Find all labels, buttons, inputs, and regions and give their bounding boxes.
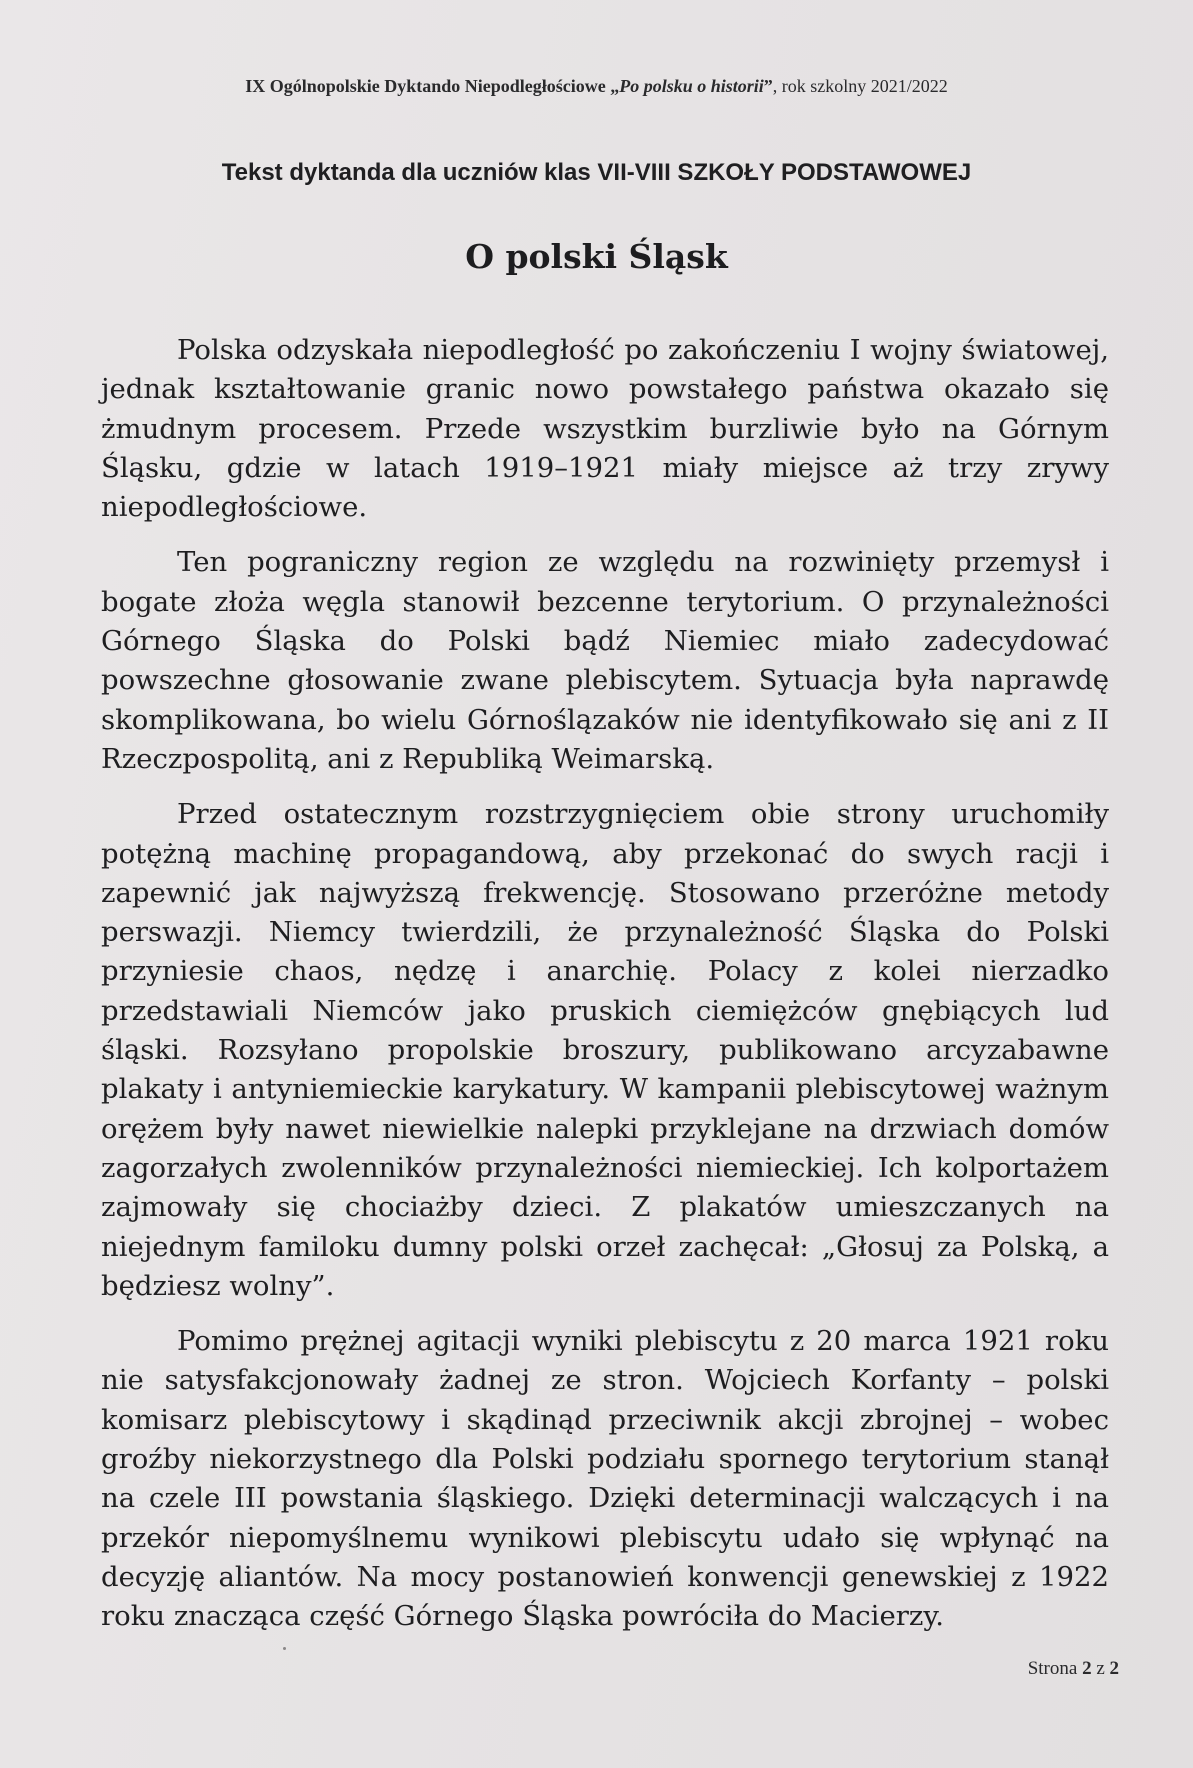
paragraph-3: Przed ostatecznym rozstrzygnięciem obie strony uruchomiły potężną machinę propagandową, aby przekonać do swych racji i zapewnić jak najwyższą frekwencję. Stosowano przeróżne metody perswazji. Niemcy twierdzili, że przynależność Śląska do Polski przyniesie chaos, nędzę i anarchię. Polacy z kolei nierzadko przedstawiali Niemców jako pruskich ciemiężców gnębiących lud śląski. Rozsyłano propolskie broszury, publikowano arcyzabawne plakaty i antyniemieckie karykatury. W kampanii plebiscytowej ważnym orężem były nawet niewielkie nalepki przyklejane na drzwiach domów zagorzałych zwolenników przynależności niemieckiej. Ich kolportażem zajmowały się chociażby dzieci. Z plakatów umieszczanych na niejednym familoku dumny polski orzeł zachęcał: „Głosuj za Polską, a będziesz wolny”. — [101, 798, 1109, 1302]
paper-speck — [283, 1647, 286, 1650]
total-pages: 2 — [1109, 1658, 1119, 1679]
dictation-text — [101, 331, 1109, 1653]
header-quote-close: ” — [763, 76, 773, 96]
page-number — [1028, 1658, 1119, 1680]
running-header — [0, 76, 1193, 97]
header-suffix: , rok szkolny 2021/2022 — [772, 76, 948, 96]
current-page: 2 — [1082, 1658, 1092, 1679]
header-prefix: IX Ogólnopolskie Dyktando Niepodległościowe — [245, 76, 611, 96]
page-of: z — [1091, 1658, 1110, 1679]
audience-heading: Tekst dyktanda dla uczniów klas VII-VIII SZKOŁY PODSTAWOWEJ — [221, 159, 972, 186]
header-quote-open: „ — [610, 76, 620, 96]
paragraph-2: Ten pograniczny region ze względu na rozwinięty przemysł i bogate złoża węgla stanowił bezcenne terytorium. O przynależności Górnego Śląska do Polski bądź Niemiec miało zadecydować powszechne głosowanie zwane plebiscytem. Sytuacja była naprawdę skomplikowana, bo wielu Górnoślązaków nie identyfikowało się ani z II Rzeczpospolitą, ani z Republiką Weimarską. — [101, 546, 1109, 775]
paragraph-1: Polska odzyskała niepodległość po zakończeniu I wojny światowej, jednak kształtowanie granic nowo powstałego państwa okazało się żmudnym procesem. Przede wszystkim burzliwie było na Górnym Śląsku, gdzie w latach 1919–1921 miały miejsce aż trzy zrywy niepodległościowe. — [101, 334, 1109, 524]
paragraph-4: Pomimo prężnej agitacji wyniki plebiscytu z 20 marca 1921 roku nie satysfakcjonowały żadnej ze stron. Wojciech Korfanty – polski komisarz plebiscytowy i skądinąd przeciwnik akcji zbrojnej – wobec groźby niekorzystnego dla Polski podziału spornego terytorium stanął na czele III powstania śląskiego. Dzięki determinacji walczących i na przekór niepomyślnemu wynikowi plebiscytu udało się wpłynąć na decyzję aliantów. Na mocy postanowień konwencji genewskiej z 1922 roku znacząca część Górnego Śląska powróciła do Macierzy. — [101, 1325, 1109, 1633]
header-contest-name: Po polsku o historii — [619, 76, 764, 96]
page-title: O polski Śląsk — [465, 237, 728, 276]
page-label: Strona — [1027, 1658, 1083, 1679]
